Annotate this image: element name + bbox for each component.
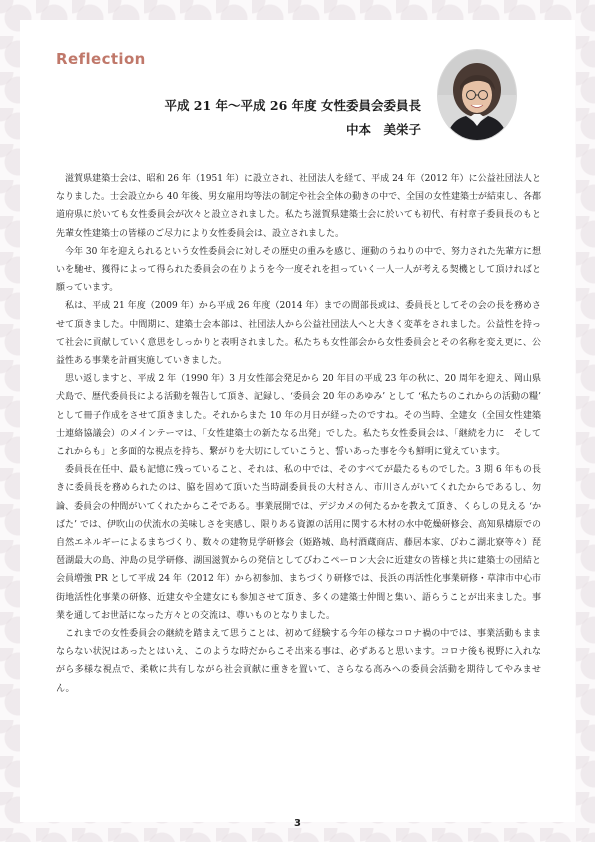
body-paragraph: これまでの女性委員会の継続を踏まえて思うことは、初めて経験する今年の様なコロナ禍の中では、事業活動もままならない状況はあったとはいえ、このような時だからこそ出来る事は、必ずあると思います。コロナ後も視野に入れながら多様な視点で、柔軟に共有しながら社会貢献に重きを置いて、さらなる高みへの委員会活動を期待してやみません。 bbox=[56, 629, 541, 694]
body-paragraph: 滋賀県建築士会は、昭和 26 年（1951 年）に設立され、社団法人を経て、平成 24 年（2012 年）に公益社団法人となりました。士会設立から 40 年後、男女雇用均等法の制定や社会全体の動きの中で、全国の女性建築士が結束し、各都道府県に於いても女性委員会が次々と設立されました。私たち滋賀県建築士会に於いても初代、有村章子委員長のもと先輩女性建築士の皆様のご尽力により女性委員会は、設立されました。 bbox=[56, 174, 541, 239]
article-title: 平成 21 年〜平成 26 年度 女性委員会委員長 bbox=[164, 98, 421, 113]
page-sheet bbox=[20, 20, 575, 829]
article-body bbox=[56, 170, 541, 698]
heading-block bbox=[164, 97, 421, 139]
author-portrait bbox=[438, 50, 516, 140]
author-name: 中本 美栄子 bbox=[345, 122, 421, 137]
body-paragraph: 今年 30 年を迎えられるという女性委員会に対しその歴史の重みを感じ、運動のうねりの中で、努力された先輩方に想いを馳せ、獲得によって得られた委員会の在りようを今一度それを担っていく一人一人が考える契機として頂ければと願っています。 bbox=[56, 246, 541, 294]
section-label: Reflection bbox=[56, 50, 146, 68]
portrait-photo bbox=[438, 50, 516, 140]
body-paragraph: 委員長在任中、最も記憶に残っていること、それは、私の中では、そのすべてが最たるものでした。3 期 6 年もの長きに委員長を務められたのは、脇を固めて頂いた当時副委員長の大村さん、市川さんがいてくれたからであるし、勿論、委員会の仲間がいてくれたからこそである。事業展開では、デジカメの何たるかを教えて頂き、くらしの見える ‘かばた’ では、伊吹山の伏流水の美味しさを実感し、限りある資源の活用に関する木材の水中乾燥研修会、高知県檮原での自然エネルギーによるまちづくり、数々の建物見学研修会（姫路城、島村酒蔵商店、藤居本家、びわこ湖北寮等々）琵琶湖最大の島、沖島の見学研修、湖国滋賀からの発信としてびわこペーロン大会に近建女の皆様と共に建築士の団結と会員増強 PR として平成 24 年（2012 年）から初参加、まちづくり研修では、長浜の再活性化事業研修・草津市中心市街地活性化事業の研修、近建女や全建女にも参加させて頂き、多くの建築士仲間と集い、語らうことが出来ました。事業を通してお世話になった方々との交流は、尊いものとなりました。 bbox=[56, 465, 541, 621]
page-number: 3 bbox=[294, 818, 301, 829]
body-paragraph: 思い返しますと、平成 2 年（1990 年）3 月女性部会発足から 20 年目の平成 23 年の秋に、20 周年を迎え、岡山県犬島で、歴代委員長による活動を報告して頂き、記録し、‘委員会 20 年のあゆみ’ として ‘私たちのこれからの活動の糧’ として冊子作成をさせて頂きました。それからまた 10 年の月日が経ったのですね。その当時、全建女（全国女性建築士連絡協議会）のメインテーマは、「女性建築士の新たなる出発」でした。私たち女性委員会は、「継続を力に そしてこれからも」と多面的な視点を持ち、繋がりを大切にしていこうと、誓いあった事を今も鮮明に覚えています。 bbox=[56, 374, 541, 458]
body-paragraph: 私は、平成 21 年度（2009 年）から平成 26 年度（2014 年）までの間部長或は、委員長としてその会の長を務めさせて頂きました。中間期に、建築士会本部は、社団法人から公益社団法人へと大きく変革をされました。公益性を持って社会に貢献していく意思をしっかりと表明されました。私たちも女性部会から女性委員会とその名称を変え更に、公益性ある事業を計画実施していきました。 bbox=[56, 301, 541, 367]
